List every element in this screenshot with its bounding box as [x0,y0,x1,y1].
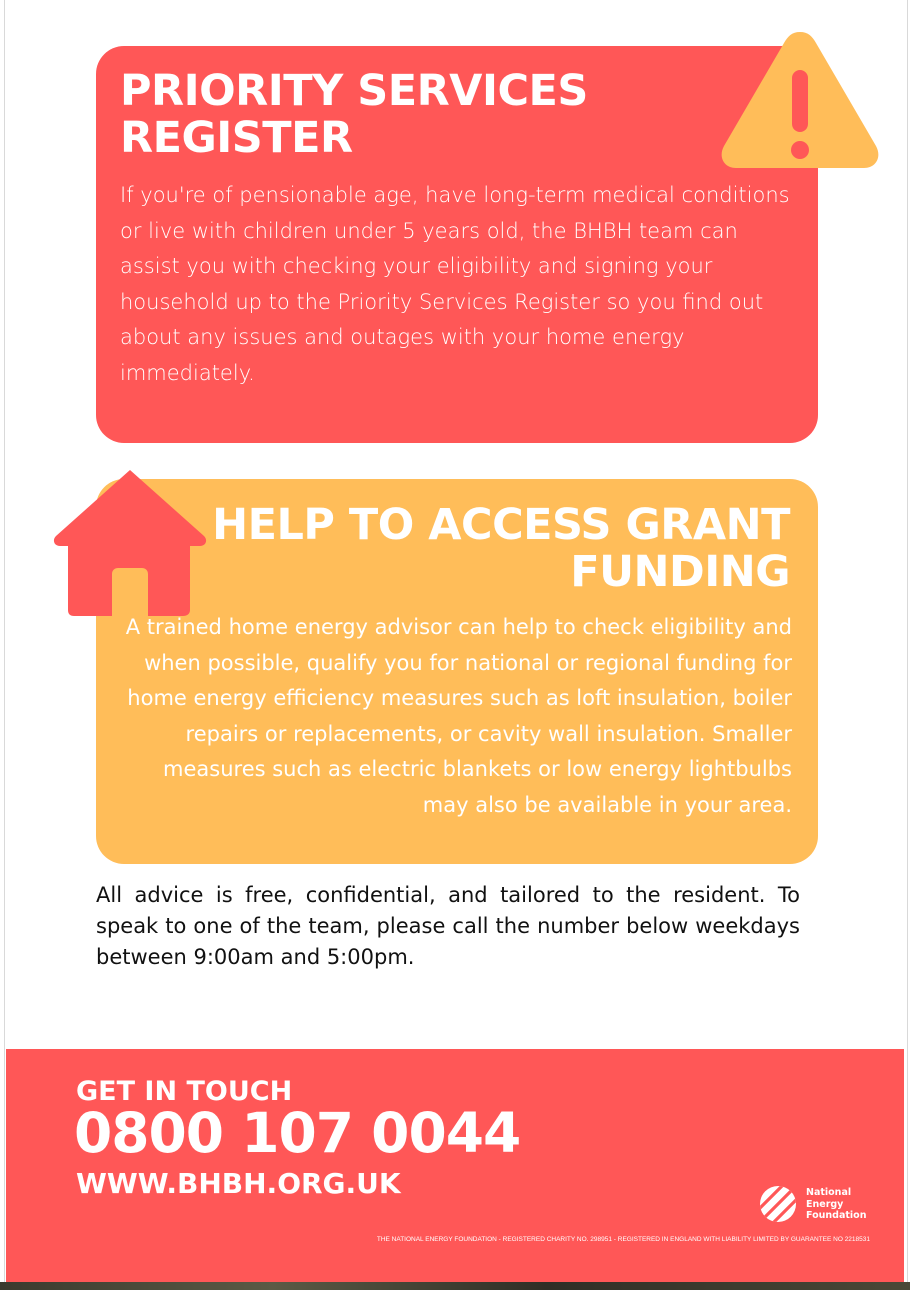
website-link[interactable]: WWW.BHBH.ORG.UK [76,1167,401,1200]
national-energy-foundation-name: National Energy Foundation [806,1187,867,1221]
grant-funding-title: HELP TO ACCESS GRANT FUNDING [212,500,790,597]
warning-icon [718,26,882,174]
get-in-touch-heading: GET IN TOUCH [76,1076,293,1107]
phone-number[interactable]: 0800 107 0044 [74,1101,521,1165]
priority-services-body: If you're of pensionable age, have long-term medical conditions or live with children under 5 years old, the BHBH team can assist you with checking your eligibility and signing your household up to the Priority Services Register so you find out about any issues and outages with your home energy immediately. [120,183,790,385]
legal-notice: THE NATIONAL ENERGY FOUNDATION - REGISTERED CHARITY NO. 298951 - REGISTERED IN ENGLAND WITH LIABILITY LIMITED BY GUARANTEE NO 2218531 [376,1236,870,1243]
priority-services-title: PRIORITY SERVICES REGISTER [120,66,588,163]
bottom-strip [0,1282,910,1290]
national-energy-foundation-logo-icon [758,1184,798,1224]
house-icon [52,466,208,618]
advice-paragraph: All advice is free, confidential, and tailored to the resident. To speak to one of the team, please call the number below weekdays between 9:00am and 5:00pm. [96,883,800,969]
grant-funding-body: A trained home energy advisor can help to check eligibility and when possible, qualify you for national or regional funding for home energy efficiency measures such as loft insulation, boiler repairs or replacements, or cavity wall insulation. Smaller measures such as electric blankets or low energy lightbulbs may also be available in your area. [125,615,792,817]
